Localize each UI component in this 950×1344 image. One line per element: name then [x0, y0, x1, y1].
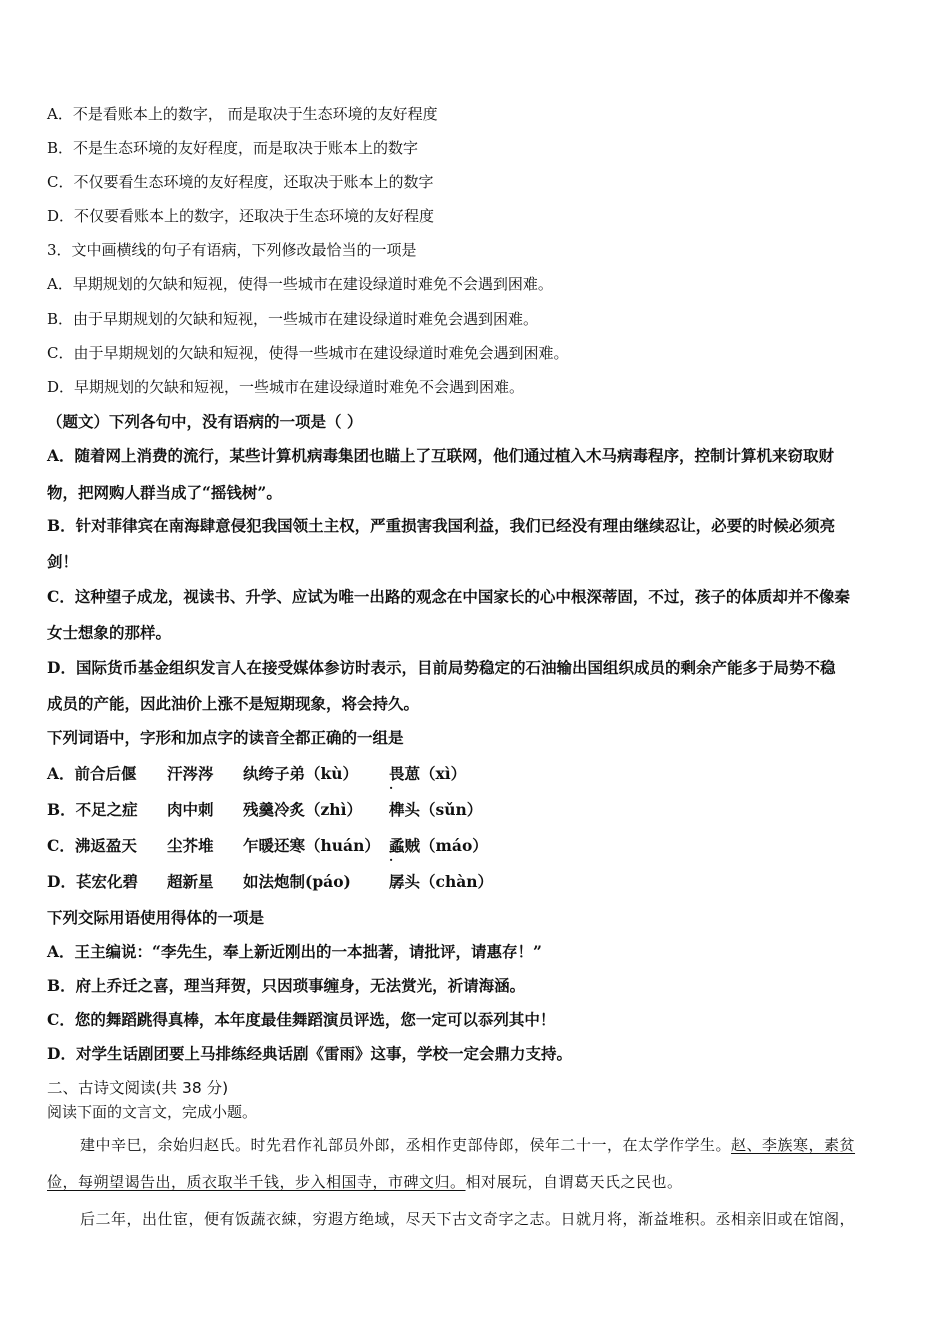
q5-d-word-1: D．苌宏化碧	[47, 872, 138, 891]
q3-option-d: D．早期规划的欠缺和短视，一些城市在建设绿道时难免不会遇到困难。	[47, 378, 525, 396]
q5-b-word-3: 残羹冷炙（zhì）	[243, 800, 362, 819]
q3-option-b: B．由于早期规划的欠缺和短视，一些城市在建设绿道时难免会遇到困难。	[47, 310, 539, 328]
q5-option-d	[47, 870, 493, 892]
q5-a-word-4: 畏葸（xì） .	[389, 762, 466, 784]
underlined-sentence: 赵、李族寒，素贫	[731, 1136, 856, 1154]
q5-option-c	[47, 834, 488, 856]
passage-line-3: 后二年，出仕宦，便有饭蔬衣綀，穷遐方绝域，尽天下古文奇字之志。日就月将，渐益堆积。丞相亲旧或在馆阁，	[80, 1210, 856, 1228]
q4-option-c-line1: C．这种望子成龙，视读书、升学、应试为唯一出路的观念在中国家长的心中根深蒂固，不过，孩子的体质却并不像秦	[47, 587, 850, 606]
q5-a-word-1: A．前合后偃	[47, 764, 137, 783]
q3-option-c: C．由于早期规划的欠缺和短视，使得一些城市在建设绿道时难免会遇到困难。	[47, 344, 569, 362]
passage-line-1	[80, 1134, 855, 1155]
q5-d-word-4: 孱头（chàn）	[389, 872, 494, 891]
section-title: 二、古诗文阅读(共 38 分)	[47, 1079, 229, 1097]
q5-c-word-1: C．沸返盈天	[47, 836, 137, 855]
q5-a-word-3: 纨绔子弟（kù）	[243, 764, 359, 783]
passage-line-2	[47, 1171, 683, 1192]
q2-option-d: D．不仅要看账本上的数字，还取决于生态环境的友好程度	[47, 207, 435, 225]
q4-stem: （题文）下列各句中，没有语病的一项是（ ）	[47, 412, 363, 431]
q5-c-word-4: 蟊贼（máo） .	[389, 834, 488, 856]
q6-option-b: B．府上乔迁之喜，理当拜贺，只因琐事缠身，无法赏光，祈请海涵。	[47, 976, 526, 995]
q3-stem: 3．文中画横线的句子有语病，下列修改最恰当的一项是	[47, 241, 417, 259]
q5-option-b	[47, 798, 482, 820]
passage-text: 相对展玩，自谓葛天氏之民也。	[465, 1173, 683, 1191]
q5-stem: 下列词语中，字形和加点字的读音全都正确的一组是	[47, 728, 404, 747]
q4-option-d-line2: 成员的产能，因此油价上涨不是短期现象，将会持久。	[47, 694, 420, 713]
q6-stem: 下列交际用语使用得体的一项是	[47, 908, 265, 927]
underlined-sentence: 俭，每朔望谒告出，质衣取半千钱，步入相国寺，市碑文归。	[47, 1173, 466, 1191]
q5-c-word-3: 乍暖还寒（huán）	[243, 836, 380, 855]
section-instruction: 阅读下面的文言文，完成小题。	[47, 1103, 258, 1121]
q5-b-word-4: 榫头（sǔn）	[389, 800, 483, 819]
q5-a-word-2: 汗涔涔	[167, 764, 214, 783]
q2-option-c: C．不仅要看生态环境的友好程度，还取决于账本上的数字	[47, 173, 434, 191]
q4-option-d-line1: D．国际货币基金组织发言人在接受媒体参访时表示，目前局势稳定的石油输出国组织成员的剩余产能多于局势不稳	[47, 658, 836, 677]
q6-option-a: A．王主编说：“李先生，奉上新近刚出的一本拙著，请批评，请惠存！”	[47, 942, 542, 961]
q5-option-a	[47, 762, 466, 784]
q4-option-c-line2: 女士想象的那样。	[47, 623, 172, 642]
q6-option-d: D．对学生话剧团要上马排练经典话剧《雷雨》这事，学校一定会鼎力支持。	[47, 1044, 572, 1063]
q4-option-a-line1: A．随着网上消费的流行，某些计算机病毒集团也瞄上了互联网，他们通过植入木马病毒程序，控制计算机来窃取财	[47, 446, 835, 465]
q5-b-word-1: B．不足之症	[47, 800, 138, 819]
q5-b-word-2: 肉中刺	[167, 800, 214, 819]
q3-option-a: A．早期规划的欠缺和短视，使得一些城市在建设绿道时难免不会遇到困难。	[47, 275, 553, 293]
q6-option-c: C．您的舞蹈跳得真棒，本年度最佳舞蹈演员评选，您一定可以忝列其中！	[47, 1010, 556, 1029]
q5-d-word-3: 如法炮制(páo)	[243, 872, 351, 891]
q4-option-b-line2: 剑！	[47, 552, 79, 571]
q2-option-a: A．不是看账本上的数字， 而是取决于生态环境的友好程度	[47, 105, 438, 123]
q5-c-word-2: 尘芥堆	[167, 836, 214, 855]
passage-text: 建中辛巳，余始归赵氏。时先君作礼部员外郎，丞相作吏部侍郎，侯年二十一，在太学作学生。	[80, 1136, 732, 1154]
q4-option-b-line1: B．针对菲律宾在南海肆意侵犯我国领土主权，严重损害我国利益，我们已经没有理由继续忍让，必要的时候必须亮	[47, 516, 836, 535]
q2-option-b: B．不是生态环境的友好程度，而是取决于账本上的数字	[47, 139, 419, 157]
q4-option-a-line2: 物，把网购人群当成了“摇钱树”。	[47, 483, 282, 502]
q5-d-word-2: 超新星	[167, 872, 214, 891]
